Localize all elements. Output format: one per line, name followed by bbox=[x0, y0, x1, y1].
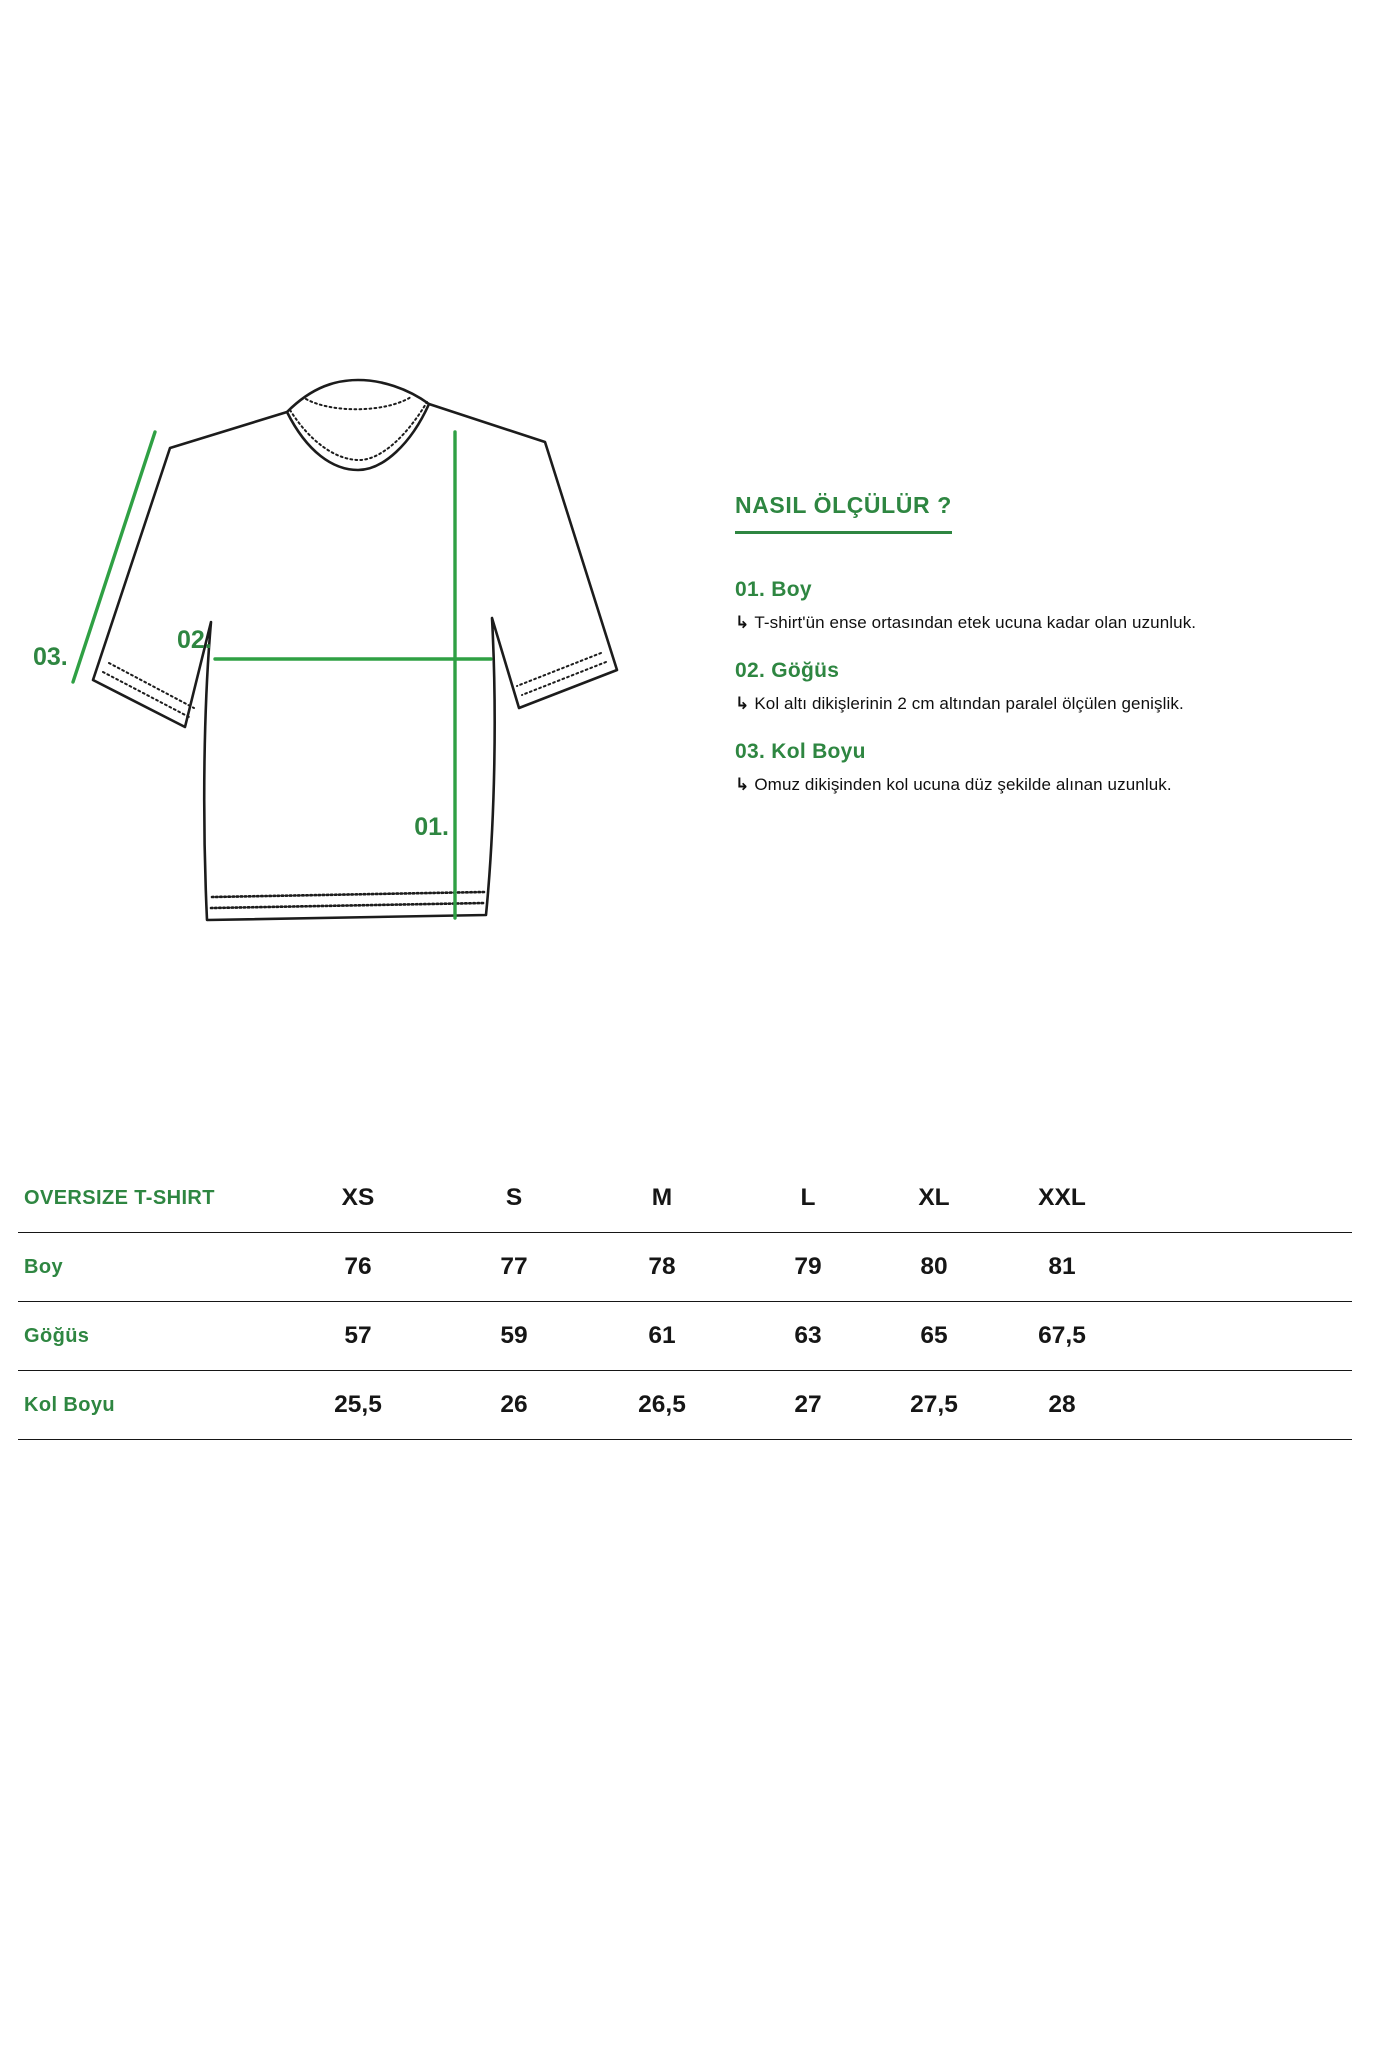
table-row-kol-boyu bbox=[18, 1371, 1352, 1440]
value-gogus-xxl: 67,5 bbox=[1038, 1322, 1086, 1349]
measure-desc-text: Omuz dikişinden kol ucuna düz şekilde alınan uzunluk. bbox=[754, 775, 1172, 794]
value-kol-xxl: 28 bbox=[1048, 1391, 1076, 1418]
measure-desc-kol-boyu bbox=[735, 775, 1365, 795]
value-gogus-l: 63 bbox=[794, 1322, 822, 1349]
value-kol-m: 26,5 bbox=[638, 1391, 686, 1418]
size-header-l: L bbox=[800, 1184, 816, 1211]
measure-section-kol-boyu bbox=[735, 740, 1365, 795]
value-boy-xs: 76 bbox=[344, 1253, 372, 1280]
measure-section-gogus bbox=[735, 659, 1365, 714]
how-to-measure-list bbox=[735, 578, 1365, 795]
value-gogus-s: 59 bbox=[500, 1322, 528, 1349]
value-kol-xs: 25,5 bbox=[334, 1391, 382, 1418]
value-gogus-xs: 57 bbox=[344, 1322, 372, 1349]
row-label-kol-boyu: Kol Boyu bbox=[24, 1393, 115, 1416]
how-to-measure-section bbox=[735, 492, 1365, 821]
value-boy-xxl: 81 bbox=[1048, 1253, 1076, 1280]
size-header-xxl: XXL bbox=[1038, 1184, 1086, 1211]
label-02: 02. bbox=[177, 626, 212, 654]
tshirt-outline bbox=[93, 380, 617, 920]
value-boy-s: 77 bbox=[500, 1253, 528, 1280]
return-arrow-icon: ↳ bbox=[735, 613, 750, 632]
measure-desc-text: Kol altı dikişlerinin 2 cm altından paralel ölçülen genişlik. bbox=[754, 694, 1184, 713]
size-table bbox=[18, 1164, 1352, 1440]
measure-section-boy bbox=[735, 578, 1365, 633]
return-arrow-icon: ↳ bbox=[735, 694, 750, 713]
size-table-header-row bbox=[18, 1164, 1352, 1233]
value-gogus-xl: 65 bbox=[920, 1322, 948, 1349]
value-kol-s: 26 bbox=[500, 1391, 528, 1418]
measure-desc-boy bbox=[735, 613, 1365, 633]
value-kol-l: 27 bbox=[794, 1391, 822, 1418]
table-row-boy bbox=[18, 1233, 1352, 1302]
row-label-gogus: Göğüs bbox=[24, 1324, 90, 1347]
value-boy-l: 79 bbox=[794, 1253, 822, 1280]
tshirt-measurement-diagram bbox=[25, 370, 655, 970]
tshirt-diagram-icon bbox=[25, 370, 655, 970]
value-gogus-m: 61 bbox=[648, 1322, 676, 1349]
label-03: 03. bbox=[33, 643, 68, 671]
return-arrow-icon: ↳ bbox=[735, 775, 750, 794]
measure-heading-boy: 01. Boy bbox=[735, 578, 812, 601]
product-name-label: OVERSIZE T-SHIRT bbox=[24, 1186, 215, 1209]
measure-desc-text: T-shirt'ün ense ortasından etek ucuna kadar olan uzunluk. bbox=[754, 613, 1197, 632]
size-header-xs: XS bbox=[341, 1184, 375, 1211]
label-01: 01. bbox=[414, 813, 449, 841]
value-kol-xl: 27,5 bbox=[910, 1391, 958, 1418]
value-boy-m: 78 bbox=[648, 1253, 676, 1280]
measure-heading-kol-boyu: 03. Kol Boyu bbox=[735, 740, 866, 763]
size-header-m: M bbox=[651, 1184, 673, 1211]
measure-heading-gogus: 02. Göğüs bbox=[735, 659, 840, 682]
row-label-boy: Boy bbox=[24, 1255, 63, 1278]
how-to-measure-title: NASIL ÖLÇÜLÜR ? bbox=[735, 492, 952, 534]
measure-desc-gogus bbox=[735, 694, 1365, 714]
value-boy-xl: 80 bbox=[920, 1253, 948, 1280]
size-header-xl: XL bbox=[918, 1184, 950, 1211]
table-row-gogus bbox=[18, 1302, 1352, 1371]
size-header-s: S bbox=[505, 1184, 523, 1211]
